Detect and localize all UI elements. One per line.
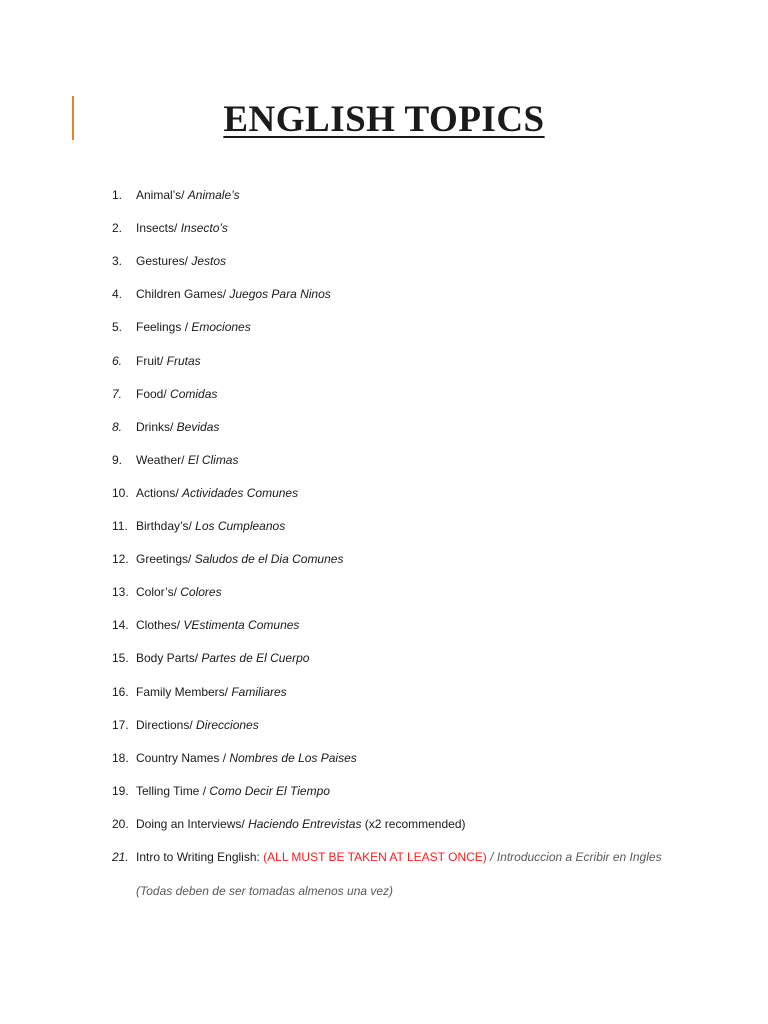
topic-english: Clothes/: [136, 618, 184, 633]
topic-text: [136, 747, 357, 769]
topic-spanish: Nombres de Los Paises: [229, 750, 357, 765]
topic-english: Food/: [136, 386, 171, 401]
topic-spanish: Haciendo Entrevistas: [248, 816, 362, 831]
list-number: 12.: [112, 552, 129, 567]
topic-english: Greetings/: [136, 552, 195, 567]
topic-text: [136, 846, 662, 868]
list-number: 6.: [112, 353, 123, 368]
topic-english: Family Members/: [136, 684, 232, 699]
topic-text: [136, 184, 240, 206]
topic-english: Animal’s/: [136, 188, 188, 202]
list-number: 18.: [112, 750, 129, 765]
requirement-note-spanish: (Todas deben de ser tomadas almenos una vez): [136, 884, 394, 898]
topic-spanish: Saludos de el Dia Comunes: [194, 552, 344, 567]
topic-text: [136, 416, 219, 438]
topic-text: [136, 217, 228, 239]
list-number: 19.: [112, 783, 129, 798]
topic-spanish: Insecto’s: [180, 221, 228, 236]
topic-text: [136, 681, 287, 703]
list-number: 16.: [112, 684, 129, 699]
list-number: 17.: [112, 717, 129, 732]
topic-spanish: Emociones: [191, 320, 251, 335]
topic-text: [136, 482, 298, 504]
topic-text: [136, 647, 309, 669]
topic-english: Children Games/: [136, 287, 230, 302]
list-number: 21.: [112, 850, 129, 864]
list-number: 14.: [112, 618, 129, 633]
topic-english: Fruit/: [136, 353, 167, 368]
list-number: 5.: [112, 320, 123, 335]
list-number: 2.: [112, 221, 123, 236]
topic-text: [136, 581, 222, 603]
topic-text: [136, 614, 299, 636]
topic-english: Color’s/: [136, 585, 181, 600]
list-number: 11.: [112, 519, 128, 533]
topic-spanish: Comidas: [170, 386, 218, 401]
list-number: 13.: [112, 585, 129, 600]
topic-english: Birthday’s/: [136, 519, 196, 533]
list-number: 7.: [112, 386, 123, 401]
topic-spanish: Actividades Comunes: [182, 485, 299, 500]
topic-text: [136, 714, 259, 736]
topic-text: [136, 283, 331, 305]
topic-english: Insects/: [136, 221, 181, 236]
topic-spanish: El Climas: [187, 452, 239, 467]
topic-english: Doing an Interviews/: [136, 816, 249, 831]
topic-suffix: (x2 recommended): [361, 816, 466, 831]
topic-spanish: Introduccion a Ecribir en Ingles: [496, 850, 662, 864]
topic-english: Directions/: [136, 717, 197, 732]
topic-text: [136, 515, 285, 537]
list-number: 20.: [112, 816, 129, 831]
topic-english: Country Names /: [136, 750, 230, 765]
topic-text: [136, 548, 343, 570]
list-number: 1.: [112, 188, 123, 202]
topic-text: [136, 449, 238, 471]
topic-spanish: Frutas: [166, 353, 201, 368]
topic-spanish: Juegos Para Ninos: [229, 287, 331, 302]
topic-english: Body Parts/: [136, 651, 202, 666]
topic-english: Feelings /: [136, 320, 192, 335]
list-number: 15.: [112, 651, 129, 666]
requirement-note: (ALL MUST BE TAKEN AT LEAST ONCE): [263, 850, 487, 864]
topic-text: [136, 250, 226, 272]
topic-spanish: Jestos: [191, 254, 227, 269]
topic-english: Actions/: [136, 485, 183, 500]
topic-text: [136, 350, 201, 372]
topic-spanish: Animale’s: [187, 188, 240, 202]
topic-spanish: Partes de El Cuerpo: [201, 651, 310, 666]
topic-english: Drinks/: [136, 419, 177, 434]
topic-english: Weather/: [136, 452, 188, 467]
topic-english: Gestures/: [136, 254, 192, 269]
topic-text: [136, 780, 330, 802]
topic-spanish: Familiares: [231, 684, 287, 699]
topic-english: Intro to Writing English:: [136, 850, 264, 864]
list-number: 4.: [112, 287, 123, 302]
list-number: 10.: [112, 485, 129, 500]
list-number: 3.: [112, 254, 123, 269]
list-number: 8.: [112, 419, 123, 434]
topic-spanish: VEstimenta Comunes: [183, 618, 300, 633]
page-title: ENGLISH TOPICS: [223, 99, 545, 140]
topic-spanish: Como Decir El Tiempo: [209, 783, 330, 798]
topic-english: Telling Time /: [136, 783, 210, 798]
topic-text: [136, 813, 466, 835]
topic-spanish: Colores: [180, 585, 222, 600]
topic-spanish: Los Cumpleanos: [195, 519, 286, 533]
topic-spanish: Bevidas: [176, 419, 220, 434]
list-number: 9.: [112, 452, 123, 467]
topic-spanish: Direcciones: [196, 717, 259, 732]
topic-separator: /: [486, 850, 497, 864]
topic-text: [136, 383, 217, 405]
topic-text: [136, 316, 251, 338]
